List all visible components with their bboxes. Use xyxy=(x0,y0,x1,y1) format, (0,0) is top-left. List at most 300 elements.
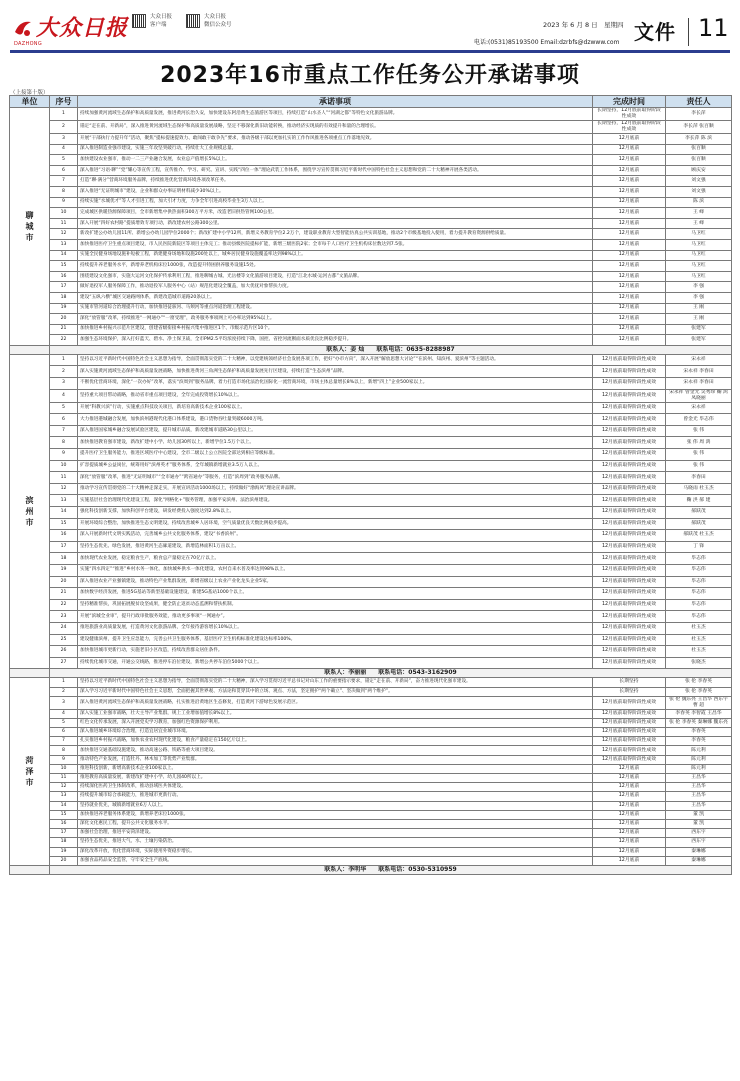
responsible-person: 王昌华 xyxy=(666,801,732,810)
commitment-text: 坚持以习近平新时代中国特色社会主义思想为指导，全面贯彻落实党的二十大精神，深入学习贯彻习近平总书记对山东工作的重要指示要求，锚定“走在前、开新局”，奋力推进现代化强市建设。 xyxy=(78,678,593,687)
unit-cell xyxy=(10,354,50,668)
page-headline: 2023年16市重点工作任务公开承诺事项 xyxy=(160,63,580,88)
completion-time: 12月底前取得阶段性成效 xyxy=(593,541,666,553)
header-unit: 单位 xyxy=(10,96,50,108)
row-number: 20 xyxy=(50,856,78,865)
commitment-text: 强化科技创新支撑，加快科创平台建设，研发经费投入强度达到2.8%以上。 xyxy=(78,507,593,519)
table-row xyxy=(10,186,732,197)
commitment-text: 推进科技创新，新增高新技术企业100家以上。 xyxy=(78,764,593,773)
unit-char: 城 xyxy=(25,221,34,231)
commitment-text: 打造“聊·满分”营商环境服务品牌，持续推进优化营商环境各项改革任务。 xyxy=(78,176,593,187)
responsible-person: 杜玉杰 xyxy=(666,634,732,646)
completion-time: 12月底前取得阶段性成效 xyxy=(593,564,666,576)
table-row xyxy=(10,303,732,314)
completion-time: 12月底前取得阶段性成效 xyxy=(593,657,666,669)
commitment-text: 加快推进交通基础设施建设，推动高速公路、铁路等重大项目建设。 xyxy=(78,746,593,755)
completion-time: 12月底前取得阶段性成效 xyxy=(593,437,666,449)
completion-time: 12月底前取得阶段性成效 xyxy=(593,378,666,390)
commitment-text: 加快推进乡村振兴示范片区建设，创建省级衔接乡村振兴集中推进区1个、市级示范片区10个。 xyxy=(78,324,593,335)
unit-char: 滨 xyxy=(25,496,34,506)
responsible-person: 郝跃茂 xyxy=(666,507,732,519)
header-time: 完成时间 xyxy=(593,96,666,108)
section-contact: 联系人：李明华 联系电话：0530-5310959 xyxy=(50,865,732,874)
table-row xyxy=(10,801,732,810)
row-number: 21 xyxy=(50,324,78,335)
newspaper-logo xyxy=(12,16,132,46)
responsible-person: 李长萍 张百顺 xyxy=(666,121,732,134)
completion-time: 12月底前 xyxy=(593,134,666,145)
row-number: 20 xyxy=(50,576,78,588)
responsible-person: 王昌华 xyxy=(666,783,732,792)
completion-time: 12月底前 xyxy=(593,783,666,792)
commitment-text: 建设健康滨州，提升卫生应急能力，完善公共卫生服务体系，基层医疗卫生机构标准化建设达标率100%。 xyxy=(78,634,593,646)
table-row xyxy=(10,378,732,390)
table-row xyxy=(10,402,732,414)
row-number: 4 xyxy=(50,709,78,718)
row-number: 2 xyxy=(50,687,78,696)
table-row xyxy=(10,599,732,611)
responsible-person: 毕志伟 xyxy=(666,553,732,565)
commitment-text: 红色文化传承发展，深入开展党史学习教育，加强红色资源保护利用。 xyxy=(78,718,593,727)
table-row xyxy=(10,746,732,755)
table-row xyxy=(10,271,732,282)
completion-time: 12月底前取得阶段性成效 xyxy=(593,414,666,426)
row-number: 3 xyxy=(50,696,78,709)
table-row xyxy=(10,764,732,773)
commitment-text: 加快推进城市更新行动，实施老旧小区改造，持续改善群众居住条件。 xyxy=(78,646,593,658)
commitment-text: 实施全民健身场地设施补短板工程，新建健身场地和设施200处以上，城乡居民健身设施覆盖率达到98%以上。 xyxy=(78,250,593,261)
contact-spacer xyxy=(10,865,50,874)
responsible-person: 秦琳娜 xyxy=(666,856,732,865)
table-row xyxy=(10,576,732,588)
commitment-text: 加快现代农业发展，稳定粮食生产，粮食总产量稳定在70亿斤以上。 xyxy=(78,553,593,565)
row-number: 15 xyxy=(50,518,78,530)
completion-time: 12月底前取得阶段性成效 xyxy=(593,576,666,588)
commitment-text: 深入推进“无证明城市”建设，企业和群众办事证明材料减少30%以上。 xyxy=(78,186,593,197)
commitment-text: 实施基层社会治理现代化建设工程，深化“网格化+”服务管理，加强平安滨州、法治滨州建设。 xyxy=(78,495,593,507)
table-row xyxy=(10,261,732,272)
row-number: 7 xyxy=(50,737,78,746)
completion-time: 12月底前取得阶段性成效 xyxy=(593,588,666,600)
table-row xyxy=(10,134,732,145)
row-number: 16 xyxy=(50,819,78,828)
row-number: 14 xyxy=(50,507,78,519)
completion-time: 长期坚持，12月底前取得阶段性成效 xyxy=(593,121,666,134)
row-number: 5 xyxy=(50,155,78,166)
commitment-text: 开展环境综合整治，加快推进生态文明建设，持续改善城乡人居环境，空气质量优良天数比例稳步提高。 xyxy=(78,518,593,530)
table-row xyxy=(10,197,732,208)
qr-label-wechat: 大众日报 微信公众号 xyxy=(204,14,232,28)
table-row xyxy=(10,838,732,847)
completion-time: 12月底前 xyxy=(593,197,666,208)
table-row xyxy=(10,292,732,303)
contact-row xyxy=(10,865,732,874)
commitment-text: 开展“科教兴滨”行动，实施重点科技攻关项目，新培育高新技术企业100家以上。 xyxy=(78,402,593,414)
commitment-text: 推进教育高质量发展，新建改扩建中小学、幼儿园40所以上。 xyxy=(78,774,593,783)
responsible-person: 毕志伟 xyxy=(666,611,732,623)
responsible-person: 张 伦 李春英 秦琳娜 魏东亮 xyxy=(666,718,732,727)
completion-time: 12月底前取得阶段性成效 xyxy=(593,530,666,542)
responsible-person: 王 峰 xyxy=(666,208,732,219)
responsible-person: 陈 滨 xyxy=(666,197,732,208)
table-row xyxy=(10,282,732,293)
commitment-text: 深入学习习近平新时代中国特色社会主义思想，全面把握其世界观、方法论和贯穿其中的立场、观点、方法，坚定拥护“两个确立”、坚决做到“两个维护”。 xyxy=(78,687,593,696)
row-number: 3 xyxy=(50,378,78,390)
responsible-person: 毕志伟 xyxy=(666,599,732,611)
responsible-person: 马卫红 xyxy=(666,271,732,282)
commitment-text: 新改扩建公办幼儿园11所、新增公办幼儿园学位2000个；新改扩建中小学12所，新增义务教育学位2.2万个，建设职业教育大型智能仿真公共实训基地，推动2个市级基地投入使用，着力提升教育资源供给质量。 xyxy=(78,229,593,240)
row-number: 23 xyxy=(50,611,78,623)
row-number: 18 xyxy=(50,553,78,565)
row-number: 16 xyxy=(50,530,78,542)
responsible-person: 李 强 xyxy=(666,292,732,303)
responsible-person: 李 强 xyxy=(666,282,732,293)
row-number: 14 xyxy=(50,250,78,261)
responsible-person: 董 凯 xyxy=(666,819,732,828)
commitment-text: 持续优化城市交通，开通公交线路，推进停车泊位建设，新增公共停车泊位5000个以上。 xyxy=(78,657,593,669)
qr-label-app: 大众日报 客户端 xyxy=(150,14,173,28)
responsible-person: 马卫红 xyxy=(666,250,732,261)
row-number: 16 xyxy=(50,271,78,282)
commitment-text: 完成城区供暖热源保障项目，全市新增集中供热面积300万平方米，改造老旧供热管网100公里。 xyxy=(78,208,593,219)
row-number: 17 xyxy=(50,829,78,838)
responsible-person: 张 伟 xyxy=(666,425,732,437)
row-number: 8 xyxy=(50,437,78,449)
table-row xyxy=(10,354,732,366)
responsible-person: 陈元利 xyxy=(666,746,732,755)
table-row xyxy=(10,425,732,437)
row-number: 22 xyxy=(50,599,78,611)
responsible-person: 张 伦 李春英 xyxy=(666,678,732,687)
responsible-person: 张 伟 周 鸿 xyxy=(666,437,732,449)
table-row xyxy=(10,208,732,219)
table-row xyxy=(10,847,732,856)
unit-cell xyxy=(10,108,50,346)
section-contact: 联系人：李丽丽 联系电话：0543-3162909 xyxy=(50,669,732,678)
commitment-text: 持续加强黄河流域生态保护和高质量发展，推进黄河长治久安，加快建设东阿沿黄生态旅游区等项目，持续打造“山水圣人”“河湖之都”等特色文化旅游品牌。 xyxy=(78,108,593,121)
completion-time: 12月底前取得阶段性成效 xyxy=(593,472,666,484)
responsible-person: 杜玉杰 xyxy=(666,622,732,634)
completion-time: 12月底前 xyxy=(593,314,666,325)
contact-row xyxy=(10,345,732,354)
section-contact: 联系人：姜 灿 联系电话：0635-8288987 xyxy=(50,345,732,354)
completion-time: 长期坚持 xyxy=(593,678,666,687)
page-number: 11 xyxy=(698,14,729,42)
completion-time: 12月底前 xyxy=(593,829,666,838)
table-row xyxy=(10,335,732,346)
commitment-text: 扎实推进乡村振兴战略，加快农业农村现代化建设，粮食产量稳定在150亿斤以上。 xyxy=(78,737,593,746)
row-number: 19 xyxy=(50,847,78,856)
row-number: 13 xyxy=(50,792,78,801)
commitment-text: 深化改革开放，优化营商环境，实际使用外资稳步增长。 xyxy=(78,847,593,856)
section-title: 文件 xyxy=(634,20,676,44)
responsible-person: 李春英 xyxy=(666,737,732,746)
row-number: 1 xyxy=(50,108,78,121)
table-row xyxy=(10,108,732,121)
commitment-text: 加强食品药品安全监管，守牢安全生产底线。 xyxy=(78,856,593,865)
table-row xyxy=(10,709,732,718)
commitment-text: 推动学习宣传贯彻党的二十大精神走深走实，开展宣讲活动1000场以上，持续做好“渤海风”理论宣讲品牌。 xyxy=(78,483,593,495)
table-row xyxy=(10,239,732,250)
completion-time: 12月底前 xyxy=(593,250,666,261)
unit-char: 市 xyxy=(25,518,34,528)
completion-time: 12月底前取得阶段性成效 xyxy=(593,746,666,755)
row-number: 17 xyxy=(50,282,78,293)
commitment-text: 坚持就业优先，城镇新增就业6万人以上。 xyxy=(78,801,593,810)
table-row xyxy=(10,728,732,737)
header-person: 责任人 xyxy=(666,96,732,108)
completion-time: 12月底前 xyxy=(593,764,666,773)
commitments-table xyxy=(9,95,732,875)
contact-spacer xyxy=(10,669,50,678)
responsible-person: 鞠 洪 郝 建 xyxy=(666,495,732,507)
completion-time: 12月底前取得阶段性成效 xyxy=(593,483,666,495)
completion-time: 12月底前 xyxy=(593,186,666,197)
commitment-text: 加快推进医疗卫生重点项目建设，市人民医院新院区等项目主体完工；推动县级医院提标扩能，新增三级医院2家；全市每千人口医疗卫生机构床位数达到7.5张。 xyxy=(78,239,593,250)
responsible-person: 宋永祥 曾金光 吴秀珍 鞠 鸿 凤晓丽 xyxy=(666,389,732,402)
responsible-person: 张百顺 xyxy=(666,155,732,166)
completion-time: 12月底前 xyxy=(593,271,666,282)
table-row xyxy=(10,460,732,472)
commitment-text: 推进旅游业高质量发展，打造黄河文化旅游品牌，全年接待游客增长10%以上。 xyxy=(78,622,593,634)
completion-time: 12月底前取得阶段性成效 xyxy=(593,402,666,414)
issue-date: 2023 年 6 月 8 日 星期四 xyxy=(543,21,624,29)
completion-time: 12月底前 xyxy=(593,810,666,819)
completion-time: 12月底前取得阶段性成效 xyxy=(593,599,666,611)
completion-time: 12月底前 xyxy=(593,155,666,166)
commitment-text: 建设“五纵六横”城区交通路网体系，新建改造城市道路20条以上。 xyxy=(78,292,593,303)
row-number: 7 xyxy=(50,425,78,437)
completion-time: 12月底前取得阶段性成效 xyxy=(593,495,666,507)
completion-time: 12月底前 xyxy=(593,282,666,293)
table-row xyxy=(10,829,732,838)
table-row xyxy=(10,819,732,828)
table-row xyxy=(10,541,732,553)
row-number: 9 xyxy=(50,449,78,461)
row-number: 19 xyxy=(50,303,78,314)
responsible-person: 宋永祥 xyxy=(666,354,732,366)
logo-emblem-icon xyxy=(12,18,34,40)
completion-time: 12月底前 xyxy=(593,292,666,303)
table-row xyxy=(10,696,732,709)
table-header-row xyxy=(10,96,732,108)
commitment-text: 扩容提质城乡公益岗位，统筹用好“滨州英才”服务体系，全年城镇新增就业3.5万人以上。 xyxy=(78,460,593,472)
row-number: 10 xyxy=(50,460,78,472)
row-number: 1 xyxy=(50,354,78,366)
commitment-text: 持续实施“水城优才”等人才引进工程，加大引才力度，力争全年引进高校毕业生3万人以上。 xyxy=(78,197,593,208)
responsible-person: 张 伦 李春英 xyxy=(666,687,732,696)
contact-spacer xyxy=(10,345,50,354)
unit-char: 泽 xyxy=(25,767,34,777)
completion-time: 12月底前取得阶段性成效 xyxy=(593,354,666,366)
table-row xyxy=(10,588,732,600)
row-number: 8 xyxy=(50,186,78,197)
completion-time: 12月底前 xyxy=(593,335,666,346)
row-number: 14 xyxy=(50,801,78,810)
completion-time: 12月底前 xyxy=(593,208,666,219)
row-number: 26 xyxy=(50,646,78,658)
table-row xyxy=(10,678,732,687)
completion-time: 12月底前取得阶段性成效 xyxy=(593,696,666,709)
table-row xyxy=(10,449,732,461)
commitment-text: 加强生态环境保护，深入打好蓝天、碧水、净土保卫战，全市PM2.5平均浓度持续下降，国控、省控河流断面水质优良比例稳步提升。 xyxy=(78,335,593,346)
completion-time: 12月底前 xyxy=(593,144,666,155)
commitment-text: 提升医疗卫生服务能力，推进区域医疗中心建设，全市二级以上公立医院全部达到相应等级标准。 xyxy=(78,449,593,461)
completion-time: 12月底前 xyxy=(593,176,666,187)
table-row xyxy=(10,155,732,166)
row-number: 21 xyxy=(50,588,78,600)
table-row xyxy=(10,483,732,495)
masthead xyxy=(0,0,740,56)
commitment-text: 围绕建设文化强市，实施大运河文化保护传承利用工程，推进聊城古城、光岳楼等文化旅游项目建设，打造“江北水城·运河古都”文旅品牌。 xyxy=(78,271,593,282)
row-number: 27 xyxy=(50,657,78,669)
commitment-text: 坚持精准帮扶，巩固拓展脱贫攻坚成果，健全防止返贫动态监测和帮扶机制。 xyxy=(78,599,593,611)
responsible-person: 王 刚 xyxy=(666,314,732,325)
completion-time: 12月底前取得阶段性成效 xyxy=(593,425,666,437)
table-row xyxy=(10,314,732,325)
qr-code-icon xyxy=(132,14,146,28)
table-row xyxy=(10,518,732,530)
completion-time: 12月底前取得阶段性成效 xyxy=(593,389,666,402)
responsible-person: 马卫红 xyxy=(666,239,732,250)
row-number: 20 xyxy=(50,314,78,325)
continued-note: （上接第十版） xyxy=(10,90,49,96)
contact-info: 电话:(0531)85193500 Email:dzrbfs@dzwww.com xyxy=(474,39,620,46)
completion-time: 12月底前取得阶段性成效 xyxy=(593,553,666,565)
responsible-person: 马卫红 xyxy=(666,229,732,240)
table-row xyxy=(10,229,732,240)
row-number: 15 xyxy=(50,261,78,272)
commitment-text: 深入推进国家城乡融合发展试验区建设，提升城市品质，新改建城市道路30公里以上。 xyxy=(78,425,593,437)
row-number: 6 xyxy=(50,728,78,737)
unit-cell xyxy=(10,678,50,866)
responsible-person: 陈元利 xyxy=(666,755,732,764)
responsible-person: 毕志伟 xyxy=(666,576,732,588)
commitment-text: 开展“滨城全业审”，提升行政审批服务效能，推动更多事项“一网通办”。 xyxy=(78,611,593,623)
responsible-person: 秦琳娜 xyxy=(666,847,732,856)
table-row xyxy=(10,366,732,378)
table-row xyxy=(10,737,732,746)
commitment-text: 不断优化营商环境，深化“一次办好”改革，落实“滨周到”服务品牌，着力打造市场化法治化国际化一流营商环境，市场主体总量增长8%以上，新增“四上”企业500家以上。 xyxy=(78,378,593,390)
table-row xyxy=(10,121,732,134)
responsible-person: 毕志伟 xyxy=(666,564,732,576)
row-number: 10 xyxy=(50,208,78,219)
row-number: 3 xyxy=(50,134,78,145)
commitment-text: 加快数字经济发展，推进5G基站等新型基础设施建设，新建5G基站1000个以上。 xyxy=(78,588,593,600)
logo-text: 大众日报 xyxy=(36,15,129,41)
row-number: 24 xyxy=(50,622,78,634)
row-number: 13 xyxy=(50,239,78,250)
completion-time: 12月底前取得阶段性成效 xyxy=(593,518,666,530)
row-number: 11 xyxy=(50,472,78,484)
commitment-text: 深入开展“四好农村路”提质增效专项行动，新改建农村公路300公里。 xyxy=(78,218,593,229)
row-number: 19 xyxy=(50,564,78,576)
commitment-text: 锚定“走在前、开新局”，深入推进黄河流域生态保护和高质量发展战略，坚定不移深化新旧动能转换，推动经济实现质的有效提升和量的合理增长。 xyxy=(78,121,593,134)
completion-time: 12月底前 xyxy=(593,792,666,801)
completion-time: 12月底前取得阶段性成效 xyxy=(593,622,666,634)
table-row xyxy=(10,530,732,542)
completion-time: 12月底前取得阶段性成效 xyxy=(593,507,666,519)
responsible-person: 王昌华 xyxy=(666,792,732,801)
row-number: 12 xyxy=(50,483,78,495)
commitment-text: 深化“放管服”改革，推进“无证明城市”“全市通办”“跨省通办”等服务，打造“滨周到”政务服务品牌。 xyxy=(78,472,593,484)
table-row xyxy=(10,507,732,519)
completion-time: 12月底前取得阶段性成效 xyxy=(593,449,666,461)
responsible-person: 刘文强 xyxy=(666,176,732,187)
responsible-person: 张 伟 xyxy=(666,460,732,472)
responsible-person: 李长萍 陈 滨 xyxy=(666,134,732,145)
masthead-rule xyxy=(10,50,730,53)
responsible-person: 李春英 xyxy=(666,728,732,737)
responsible-person: 李春田 xyxy=(666,472,732,484)
commitment-text: 深化“放管服”改革，持续推进“一网通办”“一窗受理”，政务服务事项网上可办率达到95%以上。 xyxy=(78,314,593,325)
responsible-person: 马卫红 xyxy=(666,261,732,272)
table-row xyxy=(10,437,732,449)
responsible-person: 顾庆安 xyxy=(666,165,732,176)
row-number: 15 xyxy=(50,810,78,819)
commitment-text: 加快建设农业强市，推动一二三产业融合发展，农业总产值增长5%以上。 xyxy=(78,155,593,166)
commitment-text: 深入推进农业产业强镇建设，推动特色产业集群发展，新增省级以上农业产业化龙头企业5家。 xyxy=(78,576,593,588)
responsible-person: 丁 锋 xyxy=(666,541,732,553)
completion-time: 12月底前取得阶段性成效 xyxy=(593,460,666,472)
completion-time: 12月底前取得阶段性成效 xyxy=(593,646,666,658)
table-row xyxy=(10,810,732,819)
responsible-person: 张建军 xyxy=(666,324,732,335)
completion-time: 12月底前 xyxy=(593,838,666,847)
row-number: 11 xyxy=(50,774,78,783)
table-row xyxy=(10,414,732,426)
row-number: 25 xyxy=(50,634,78,646)
header-item: 承诺事项 xyxy=(78,96,593,108)
divider xyxy=(688,18,689,46)
unit-char: 市 xyxy=(25,778,34,788)
responsible-person: 西东宇 xyxy=(666,829,732,838)
responsible-person: 王 刚 xyxy=(666,303,732,314)
completion-time: 12月底前 xyxy=(593,229,666,240)
commitment-text: 深入实施工业强市战略，壮大主导产业集群，规上工业增加值增长8%以上。 xyxy=(78,709,593,718)
row-number: 22 xyxy=(50,335,78,346)
completion-time: 12月底前取得阶段性成效 xyxy=(593,611,666,623)
unit-char: 菏 xyxy=(25,756,34,766)
completion-time: 12月底前 xyxy=(593,303,666,314)
commitment-text: 做好退役军人服务保障工作，推动退役军人服务中心（站）规范化建设全覆盖，加大优抚对象帮扶力度。 xyxy=(78,282,593,293)
responsible-person: 李长萍 xyxy=(666,108,732,121)
responsible-person: 张 伦 魏东亮 王昌华 西东宇 曹 超 xyxy=(666,696,732,709)
row-number: 9 xyxy=(50,755,78,764)
row-number: 6 xyxy=(50,165,78,176)
unit-char: 聊 xyxy=(25,210,34,220)
row-number: 11 xyxy=(50,218,78,229)
row-number: 10 xyxy=(50,764,78,773)
completion-time: 12月底前 xyxy=(593,261,666,272)
logo-subtitle: DAZHONG xyxy=(14,41,43,47)
table-row xyxy=(10,324,732,335)
completion-time: 12月底前 xyxy=(593,324,666,335)
contact-row xyxy=(10,669,732,678)
table-row xyxy=(10,564,732,576)
row-number: 5 xyxy=(50,402,78,414)
responsible-person: 张百顺 xyxy=(666,144,732,155)
responsible-person: 董 凯 xyxy=(666,810,732,819)
commitment-text: 持续提升城市综合承载能力，推进城市更新行动。 xyxy=(78,792,593,801)
commitment-text: 实施“四水四定”“推进”乡村水务一体化，加快城乡供水一体化建设，农村自来水普及率达到98%以上。 xyxy=(78,564,593,576)
table-row xyxy=(10,718,732,727)
row-number: 7 xyxy=(50,176,78,187)
responsible-person: 王 峰 xyxy=(666,218,732,229)
responsible-person: 郝跃茂 xyxy=(666,518,732,530)
responsible-person: 张 伟 xyxy=(666,449,732,461)
table-row xyxy=(10,622,732,634)
